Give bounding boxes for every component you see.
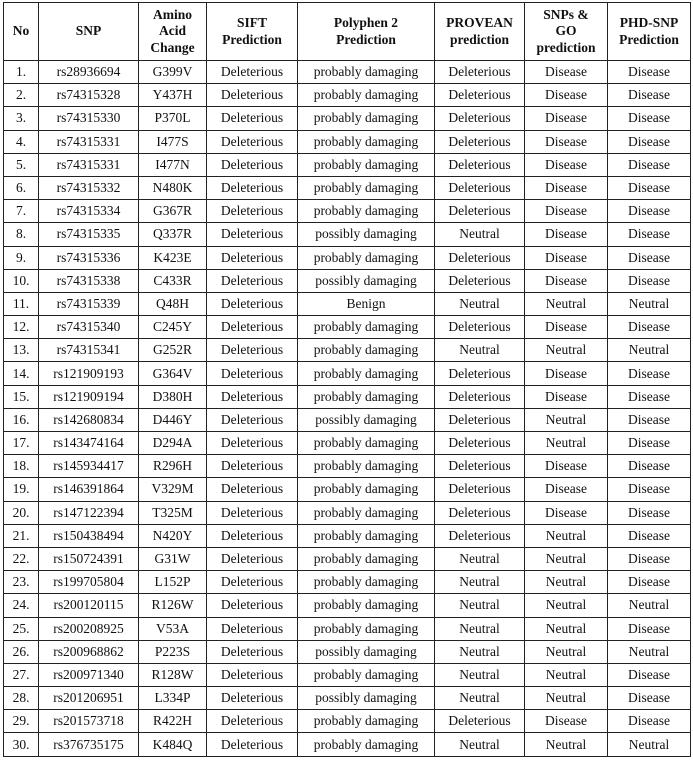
cell-polyphen2: probably damaging bbox=[298, 432, 435, 455]
cell-provean: Deleterious bbox=[435, 107, 525, 130]
cell-phd-snp: Disease bbox=[608, 316, 691, 339]
cell-no: 13. bbox=[4, 339, 39, 362]
cell-snps-go: Disease bbox=[525, 176, 608, 199]
header-polyphen2-prediction: Polyphen 2 Prediction bbox=[298, 3, 435, 61]
table-row bbox=[4, 61, 691, 84]
cell-provean: Deleterious bbox=[435, 153, 525, 176]
cell-snp-id: rs74315335 bbox=[39, 223, 139, 246]
cell-phd-snp: Disease bbox=[608, 385, 691, 408]
cell-no: 10. bbox=[4, 269, 39, 292]
cell-snps-go: Disease bbox=[525, 710, 608, 733]
cell-phd-snp: Disease bbox=[608, 84, 691, 107]
table-row bbox=[4, 362, 691, 385]
table-row bbox=[4, 617, 691, 640]
cell-provean: Neutral bbox=[435, 571, 525, 594]
cell-provean: Deleterious bbox=[435, 385, 525, 408]
table-row bbox=[4, 316, 691, 339]
cell-snp-id: rs145934417 bbox=[39, 455, 139, 478]
cell-snps-go: Disease bbox=[525, 455, 608, 478]
table-row bbox=[4, 455, 691, 478]
cell-phd-snp: Disease bbox=[608, 153, 691, 176]
cell-amino-acid-change: D294A bbox=[139, 432, 207, 455]
cell-amino-acid-change: R126W bbox=[139, 594, 207, 617]
header-no: No bbox=[4, 3, 39, 61]
cell-polyphen2: probably damaging bbox=[298, 61, 435, 84]
cell-phd-snp: Disease bbox=[608, 408, 691, 431]
cell-amino-acid-change: G399V bbox=[139, 61, 207, 84]
cell-phd-snp: Disease bbox=[608, 223, 691, 246]
table-row bbox=[4, 246, 691, 269]
cell-amino-acid-change: I477N bbox=[139, 153, 207, 176]
cell-snp-id: rs74315339 bbox=[39, 292, 139, 315]
cell-polyphen2: probably damaging bbox=[298, 663, 435, 686]
cell-amino-acid-change: P370L bbox=[139, 107, 207, 130]
cell-snps-go: Disease bbox=[525, 200, 608, 223]
cell-snp-id: rs200968862 bbox=[39, 640, 139, 663]
cell-sift: Deleterious bbox=[207, 617, 298, 640]
cell-snps-go: Disease bbox=[525, 269, 608, 292]
cell-snps-go: Disease bbox=[525, 478, 608, 501]
cell-snps-go: Disease bbox=[525, 501, 608, 524]
cell-amino-acid-change: D380H bbox=[139, 385, 207, 408]
table-row bbox=[4, 84, 691, 107]
cell-amino-acid-change: T325M bbox=[139, 501, 207, 524]
cell-provean: Neutral bbox=[435, 339, 525, 362]
cell-no: 23. bbox=[4, 571, 39, 594]
cell-provean: Deleterious bbox=[435, 710, 525, 733]
cell-phd-snp: Disease bbox=[608, 455, 691, 478]
cell-amino-acid-change: G31W bbox=[139, 547, 207, 570]
table-row bbox=[4, 385, 691, 408]
cell-polyphen2: probably damaging bbox=[298, 130, 435, 153]
cell-provean: Neutral bbox=[435, 687, 525, 710]
cell-no: 12. bbox=[4, 316, 39, 339]
cell-sift: Deleterious bbox=[207, 130, 298, 153]
cell-snp-id: rs74315330 bbox=[39, 107, 139, 130]
cell-snps-go: Neutral bbox=[525, 617, 608, 640]
cell-amino-acid-change: Y437H bbox=[139, 84, 207, 107]
table-row bbox=[4, 223, 691, 246]
cell-sift: Deleterious bbox=[207, 223, 298, 246]
cell-sift: Deleterious bbox=[207, 316, 298, 339]
cell-sift: Deleterious bbox=[207, 246, 298, 269]
cell-polyphen2: probably damaging bbox=[298, 571, 435, 594]
table-row bbox=[4, 176, 691, 199]
cell-amino-acid-change: G367R bbox=[139, 200, 207, 223]
cell-provean: Neutral bbox=[435, 292, 525, 315]
cell-phd-snp: Disease bbox=[608, 246, 691, 269]
cell-sift: Deleterious bbox=[207, 292, 298, 315]
cell-snps-go: Neutral bbox=[525, 687, 608, 710]
cell-no: 7. bbox=[4, 200, 39, 223]
cell-snp-id: rs74315332 bbox=[39, 176, 139, 199]
cell-snp-id: rs201206951 bbox=[39, 687, 139, 710]
cell-sift: Deleterious bbox=[207, 710, 298, 733]
table-row bbox=[4, 292, 691, 315]
cell-no: 22. bbox=[4, 547, 39, 570]
cell-polyphen2: probably damaging bbox=[298, 733, 435, 756]
cell-no: 5. bbox=[4, 153, 39, 176]
cell-phd-snp: Neutral bbox=[608, 594, 691, 617]
cell-phd-snp: Disease bbox=[608, 362, 691, 385]
table-row bbox=[4, 640, 691, 663]
cell-snps-go: Neutral bbox=[525, 571, 608, 594]
table-row bbox=[4, 733, 691, 756]
cell-provean: Neutral bbox=[435, 663, 525, 686]
cell-snps-go: Neutral bbox=[525, 547, 608, 570]
table-row bbox=[4, 408, 691, 431]
cell-no: 6. bbox=[4, 176, 39, 199]
cell-snps-go: Neutral bbox=[525, 432, 608, 455]
cell-no: 25. bbox=[4, 617, 39, 640]
cell-phd-snp: Disease bbox=[608, 547, 691, 570]
cell-sift: Deleterious bbox=[207, 61, 298, 84]
cell-amino-acid-change: I477S bbox=[139, 130, 207, 153]
table-row bbox=[4, 200, 691, 223]
table-row bbox=[4, 269, 691, 292]
cell-provean: Deleterious bbox=[435, 316, 525, 339]
cell-polyphen2: probably damaging bbox=[298, 547, 435, 570]
table-row bbox=[4, 107, 691, 130]
cell-amino-acid-change: R128W bbox=[139, 663, 207, 686]
cell-no: 29. bbox=[4, 710, 39, 733]
cell-provean: Deleterious bbox=[435, 362, 525, 385]
cell-snp-id: rs150438494 bbox=[39, 524, 139, 547]
cell-sift: Deleterious bbox=[207, 640, 298, 663]
cell-snps-go: Neutral bbox=[525, 594, 608, 617]
cell-snp-id: rs146391864 bbox=[39, 478, 139, 501]
cell-snp-id: rs74315334 bbox=[39, 200, 139, 223]
cell-sift: Deleterious bbox=[207, 385, 298, 408]
cell-phd-snp: Neutral bbox=[608, 733, 691, 756]
cell-snp-id: rs376735175 bbox=[39, 733, 139, 756]
cell-amino-acid-change: R422H bbox=[139, 710, 207, 733]
cell-phd-snp: Disease bbox=[608, 130, 691, 153]
cell-polyphen2: Benign bbox=[298, 292, 435, 315]
table-row bbox=[4, 432, 691, 455]
cell-no: 8. bbox=[4, 223, 39, 246]
cell-snp-id: rs121909194 bbox=[39, 385, 139, 408]
cell-polyphen2: possibly damaging bbox=[298, 640, 435, 663]
cell-snp-id: rs201573718 bbox=[39, 710, 139, 733]
cell-provean: Deleterious bbox=[435, 269, 525, 292]
table-row bbox=[4, 710, 691, 733]
cell-phd-snp: Disease bbox=[608, 176, 691, 199]
cell-phd-snp: Disease bbox=[608, 663, 691, 686]
header-row bbox=[4, 3, 691, 61]
cell-no: 1. bbox=[4, 61, 39, 84]
cell-provean: Neutral bbox=[435, 547, 525, 570]
header-amino-acid-change: Amino Acid Change bbox=[139, 3, 207, 61]
cell-provean: Deleterious bbox=[435, 61, 525, 84]
cell-snps-go: Disease bbox=[525, 130, 608, 153]
cell-no: 28. bbox=[4, 687, 39, 710]
cell-amino-acid-change: K423E bbox=[139, 246, 207, 269]
cell-polyphen2: probably damaging bbox=[298, 710, 435, 733]
table-row bbox=[4, 153, 691, 176]
cell-polyphen2: probably damaging bbox=[298, 200, 435, 223]
cell-amino-acid-change: Q48H bbox=[139, 292, 207, 315]
cell-sift: Deleterious bbox=[207, 269, 298, 292]
cell-amino-acid-change: C433R bbox=[139, 269, 207, 292]
cell-snp-id: rs143474164 bbox=[39, 432, 139, 455]
cell-snps-go: Disease bbox=[525, 362, 608, 385]
cell-sift: Deleterious bbox=[207, 455, 298, 478]
cell-provean: Deleterious bbox=[435, 200, 525, 223]
cell-provean: Deleterious bbox=[435, 176, 525, 199]
cell-provean: Neutral bbox=[435, 640, 525, 663]
cell-snps-go: Disease bbox=[525, 153, 608, 176]
cell-amino-acid-change: N420Y bbox=[139, 524, 207, 547]
header-phd-snp-prediction: PHD-SNP Prediction bbox=[608, 3, 691, 61]
cell-sift: Deleterious bbox=[207, 571, 298, 594]
cell-phd-snp: Disease bbox=[608, 710, 691, 733]
table-row bbox=[4, 547, 691, 570]
cell-sift: Deleterious bbox=[207, 733, 298, 756]
cell-sift: Deleterious bbox=[207, 432, 298, 455]
cell-no: 30. bbox=[4, 733, 39, 756]
cell-sift: Deleterious bbox=[207, 408, 298, 431]
cell-no: 17. bbox=[4, 432, 39, 455]
cell-sift: Deleterious bbox=[207, 84, 298, 107]
cell-phd-snp: Neutral bbox=[608, 640, 691, 663]
table-row bbox=[4, 501, 691, 524]
cell-no: 19. bbox=[4, 478, 39, 501]
cell-no: 20. bbox=[4, 501, 39, 524]
cell-phd-snp: Disease bbox=[608, 432, 691, 455]
cell-snps-go: Neutral bbox=[525, 640, 608, 663]
cell-snp-id: rs28936694 bbox=[39, 61, 139, 84]
cell-phd-snp: Neutral bbox=[608, 339, 691, 362]
cell-snp-id: rs147122394 bbox=[39, 501, 139, 524]
table-row bbox=[4, 524, 691, 547]
cell-snp-id: rs74315328 bbox=[39, 84, 139, 107]
cell-snp-id: rs199705804 bbox=[39, 571, 139, 594]
table-row bbox=[4, 571, 691, 594]
cell-polyphen2: probably damaging bbox=[298, 107, 435, 130]
cell-polyphen2: probably damaging bbox=[298, 84, 435, 107]
header-sift-prediction: SIFT Prediction bbox=[207, 3, 298, 61]
cell-no: 9. bbox=[4, 246, 39, 269]
cell-provean: Deleterious bbox=[435, 84, 525, 107]
cell-phd-snp: Disease bbox=[608, 61, 691, 84]
cell-snp-id: rs74315338 bbox=[39, 269, 139, 292]
cell-polyphen2: probably damaging bbox=[298, 153, 435, 176]
cell-polyphen2: probably damaging bbox=[298, 385, 435, 408]
cell-no: 2. bbox=[4, 84, 39, 107]
cell-sift: Deleterious bbox=[207, 594, 298, 617]
cell-polyphen2: probably damaging bbox=[298, 316, 435, 339]
cell-snps-go: Disease bbox=[525, 84, 608, 107]
cell-no: 14. bbox=[4, 362, 39, 385]
table-row bbox=[4, 594, 691, 617]
cell-snps-go: Neutral bbox=[525, 292, 608, 315]
cell-no: 16. bbox=[4, 408, 39, 431]
cell-amino-acid-change: C245Y bbox=[139, 316, 207, 339]
cell-amino-acid-change: L334P bbox=[139, 687, 207, 710]
cell-sift: Deleterious bbox=[207, 339, 298, 362]
cell-sift: Deleterious bbox=[207, 107, 298, 130]
cell-provean: Deleterious bbox=[435, 130, 525, 153]
cell-sift: Deleterious bbox=[207, 362, 298, 385]
cell-phd-snp: Disease bbox=[608, 617, 691, 640]
header-provean-prediction: PROVEAN prediction bbox=[435, 3, 525, 61]
cell-snps-go: Disease bbox=[525, 223, 608, 246]
table-row bbox=[4, 339, 691, 362]
table-row bbox=[4, 663, 691, 686]
cell-polyphen2: probably damaging bbox=[298, 362, 435, 385]
cell-amino-acid-change: P223S bbox=[139, 640, 207, 663]
cell-snp-id: rs74315340 bbox=[39, 316, 139, 339]
cell-amino-acid-change: V53A bbox=[139, 617, 207, 640]
cell-phd-snp: Disease bbox=[608, 478, 691, 501]
cell-amino-acid-change: G252R bbox=[139, 339, 207, 362]
cell-provean: Deleterious bbox=[435, 524, 525, 547]
cell-snp-id: rs74315341 bbox=[39, 339, 139, 362]
cell-no: 15. bbox=[4, 385, 39, 408]
cell-provean: Deleterious bbox=[435, 246, 525, 269]
cell-polyphen2: probably damaging bbox=[298, 524, 435, 547]
cell-snp-id: rs200208925 bbox=[39, 617, 139, 640]
cell-sift: Deleterious bbox=[207, 176, 298, 199]
cell-phd-snp: Disease bbox=[608, 524, 691, 547]
cell-amino-acid-change: R296H bbox=[139, 455, 207, 478]
cell-no: 3. bbox=[4, 107, 39, 130]
cell-polyphen2: possibly damaging bbox=[298, 408, 435, 431]
cell-no: 18. bbox=[4, 455, 39, 478]
cell-snp-id: rs200971340 bbox=[39, 663, 139, 686]
cell-snp-id: rs74315331 bbox=[39, 130, 139, 153]
cell-amino-acid-change: K484Q bbox=[139, 733, 207, 756]
cell-phd-snp: Neutral bbox=[608, 292, 691, 315]
cell-sift: Deleterious bbox=[207, 501, 298, 524]
snp-prediction-table bbox=[3, 2, 691, 757]
cell-phd-snp: Disease bbox=[608, 200, 691, 223]
cell-snp-id: rs74315331 bbox=[39, 153, 139, 176]
cell-amino-acid-change: V329M bbox=[139, 478, 207, 501]
cell-polyphen2: probably damaging bbox=[298, 176, 435, 199]
cell-phd-snp: Disease bbox=[608, 501, 691, 524]
cell-sift: Deleterious bbox=[207, 200, 298, 223]
cell-amino-acid-change: Q337R bbox=[139, 223, 207, 246]
cell-no: 11. bbox=[4, 292, 39, 315]
cell-snps-go: Disease bbox=[525, 246, 608, 269]
cell-snp-id: rs200120115 bbox=[39, 594, 139, 617]
cell-provean: Deleterious bbox=[435, 478, 525, 501]
cell-provean: Neutral bbox=[435, 594, 525, 617]
cell-snps-go: Disease bbox=[525, 385, 608, 408]
cell-amino-acid-change: D446Y bbox=[139, 408, 207, 431]
cell-no: 26. bbox=[4, 640, 39, 663]
cell-polyphen2: probably damaging bbox=[298, 501, 435, 524]
cell-no: 27. bbox=[4, 663, 39, 686]
cell-provean: Deleterious bbox=[435, 432, 525, 455]
table-row bbox=[4, 478, 691, 501]
cell-polyphen2: probably damaging bbox=[298, 478, 435, 501]
cell-provean: Neutral bbox=[435, 733, 525, 756]
cell-snps-go: Disease bbox=[525, 316, 608, 339]
header-snp: SNP bbox=[39, 3, 139, 61]
cell-sift: Deleterious bbox=[207, 524, 298, 547]
cell-snps-go: Neutral bbox=[525, 408, 608, 431]
cell-phd-snp: Disease bbox=[608, 571, 691, 594]
cell-polyphen2: probably damaging bbox=[298, 455, 435, 478]
table-row bbox=[4, 687, 691, 710]
table-body bbox=[4, 61, 691, 757]
cell-sift: Deleterious bbox=[207, 153, 298, 176]
cell-snps-go: Neutral bbox=[525, 524, 608, 547]
cell-polyphen2: possibly damaging bbox=[298, 687, 435, 710]
cell-amino-acid-change: N480K bbox=[139, 176, 207, 199]
cell-amino-acid-change: G364V bbox=[139, 362, 207, 385]
cell-phd-snp: Disease bbox=[608, 269, 691, 292]
cell-amino-acid-change: L152P bbox=[139, 571, 207, 594]
cell-no: 21. bbox=[4, 524, 39, 547]
cell-sift: Deleterious bbox=[207, 663, 298, 686]
cell-phd-snp: Disease bbox=[608, 107, 691, 130]
cell-polyphen2: probably damaging bbox=[298, 617, 435, 640]
cell-provean: Deleterious bbox=[435, 408, 525, 431]
cell-provean: Neutral bbox=[435, 223, 525, 246]
cell-polyphen2: probably damaging bbox=[298, 594, 435, 617]
cell-snps-go: Disease bbox=[525, 107, 608, 130]
cell-phd-snp: Disease bbox=[608, 687, 691, 710]
cell-snp-id: rs74315336 bbox=[39, 246, 139, 269]
cell-snp-id: rs142680834 bbox=[39, 408, 139, 431]
cell-polyphen2: probably damaging bbox=[298, 246, 435, 269]
cell-snp-id: rs121909193 bbox=[39, 362, 139, 385]
cell-snps-go: Neutral bbox=[525, 339, 608, 362]
header-snps-go-prediction: SNPs & GO prediction bbox=[525, 3, 608, 61]
cell-snps-go: Disease bbox=[525, 61, 608, 84]
cell-snps-go: Neutral bbox=[525, 733, 608, 756]
cell-no: 24. bbox=[4, 594, 39, 617]
cell-sift: Deleterious bbox=[207, 687, 298, 710]
cell-polyphen2: possibly damaging bbox=[298, 269, 435, 292]
cell-snp-id: rs150724391 bbox=[39, 547, 139, 570]
cell-provean: Neutral bbox=[435, 617, 525, 640]
cell-provean: Deleterious bbox=[435, 501, 525, 524]
table-row bbox=[4, 130, 691, 153]
cell-provean: Deleterious bbox=[435, 455, 525, 478]
cell-sift: Deleterious bbox=[207, 478, 298, 501]
table-header bbox=[4, 3, 691, 61]
cell-polyphen2: possibly damaging bbox=[298, 223, 435, 246]
cell-snps-go: Neutral bbox=[525, 663, 608, 686]
cell-no: 4. bbox=[4, 130, 39, 153]
cell-sift: Deleterious bbox=[207, 547, 298, 570]
cell-polyphen2: probably damaging bbox=[298, 339, 435, 362]
